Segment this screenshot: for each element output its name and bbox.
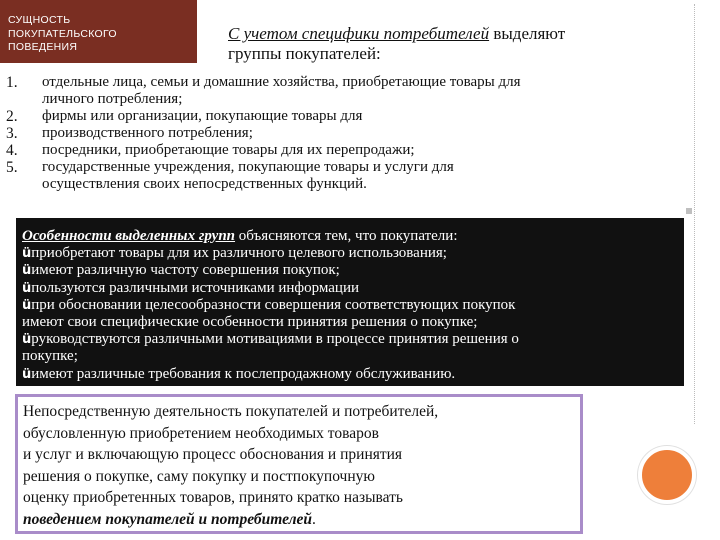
feature-line — [22, 262, 678, 279]
definition-text — [22, 401, 576, 530]
section-title-line-1: СУЩНОСТЬ — [8, 14, 71, 26]
list-item-number: 2. — [6, 108, 18, 125]
feature-line — [22, 297, 678, 314]
heading-rest-2: группы покупателей: — [228, 44, 381, 63]
list-item — [6, 159, 686, 176]
definition-term: поведением покупателей и потребителей — [23, 510, 313, 528]
feature-text: пользуются различными источниками информации — [31, 279, 360, 296]
features-lead-emphasis: Особенности выделенных групп — [22, 228, 236, 244]
heading-rest-1: выделяют — [489, 24, 566, 43]
feature-text: приобретают товары для их различного целевого использования; — [31, 245, 447, 262]
feature-line — [22, 348, 678, 365]
list-item-number: 4. — [6, 142, 18, 159]
list-item — [6, 108, 686, 125]
section-title-line-2: ПОКУПАТЕЛЬСКОГО — [8, 27, 117, 40]
feature-line — [22, 245, 678, 262]
side-marker — [686, 208, 692, 214]
list-item-text: осуществления своих непосредственных функций. — [42, 176, 367, 192]
list-item-text: посредники, приобретающие товары для их перепродажи; — [42, 142, 415, 158]
list-item — [6, 74, 686, 91]
features-lead-rest: объясняются тем, что покупатели: — [235, 228, 458, 244]
feature-text: руководствуются различными мотивациями в процессе принятия решения о — [31, 331, 519, 348]
feature-line — [22, 331, 678, 348]
heading-emphasis: С учетом специфики потребителей — [228, 24, 490, 43]
features-lead — [22, 228, 678, 245]
list-item-text: отдельные лица, семьи и домашние хозяйства, приобретающие товары для — [42, 74, 521, 90]
check-bullet-icon: ü — [22, 332, 32, 348]
feature-line — [22, 366, 678, 383]
definition-line: обусловленную приобретением необходимых товаров — [23, 424, 379, 442]
definition-line: и услуг и включающую процесс обоснования и принятия — [23, 446, 403, 463]
feature-text: имеют различные требования к послепродажному обслуживанию. — [31, 365, 456, 382]
feature-text: имеют свои специфические особенности принятия решения о покупке; — [22, 314, 478, 331]
list-item — [6, 176, 686, 193]
check-bullet-icon: ü — [22, 280, 32, 296]
list-item — [6, 91, 686, 108]
list-item-text: фирмы или организации, покупающие товары для — [42, 108, 363, 124]
section-title-line-3: ПОВЕДЕНИЯ — [8, 41, 78, 53]
definition-tail: . — [312, 510, 316, 528]
feature-text: имеют различную частоту совершения покупок; — [31, 262, 340, 279]
list-item — [6, 125, 686, 142]
list-item-number: 1. — [6, 74, 18, 91]
section-title-badge — [0, 0, 197, 63]
definition-line: Непосредственную деятельность покупателей и потребителей, — [23, 403, 439, 420]
slide-heading — [228, 24, 708, 64]
definition-line: оценку приобретенных товаров, принято кратко называть — [23, 489, 403, 506]
feature-text: покупке; — [22, 348, 78, 365]
list-item-number: 3. — [6, 125, 18, 142]
feature-line — [22, 314, 678, 331]
list-item-text: государственные учреждения, покупающие товары и услуги для — [42, 159, 454, 175]
decorative-orange-circle — [638, 446, 696, 504]
definition-box — [15, 394, 583, 534]
group-features-panel — [16, 218, 684, 386]
check-bullet-icon: ü — [22, 263, 32, 279]
check-bullet-icon: ü — [22, 366, 32, 382]
list-item-text: производственного потребления; — [42, 125, 253, 141]
check-bullet-icon: ü — [22, 297, 32, 313]
list-item — [6, 142, 686, 159]
definition-line: решения о покупке, саму покупку и постпокупочную — [23, 467, 375, 485]
feature-line — [22, 280, 678, 297]
buyer-groups-list — [6, 74, 686, 193]
list-item-number: 5. — [6, 159, 18, 176]
list-item-text: личного потребления; — [42, 91, 183, 107]
dotted-side-rule — [688, 4, 695, 424]
feature-text: при обосновании целесообразности совершения соответствующих покупок — [31, 296, 516, 313]
check-bullet-icon: ü — [22, 246, 32, 262]
